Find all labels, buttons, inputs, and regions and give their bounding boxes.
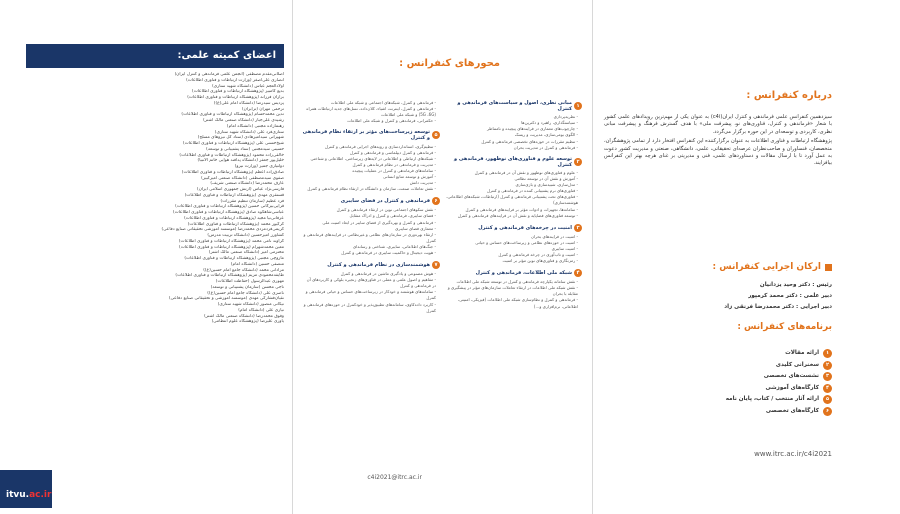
about-panel xyxy=(600,90,892,510)
topic-item: - مفاهیم و اصول علمی و عملی در فناوری‌های زنجیره بلوکی و کاربردهای آن در فرماندهی و کنترل xyxy=(306,277,436,289)
about-paragraph: سیزدهمین کنفرانس علمی فرماندهی و کنترل ایران(c4i) به عنوان یکی از مهم‌ترین رویدادهای علمی کشور با شعار «فرماندهی و کنترل، فناوری‌های نو، پیشرفت ملی» با هدف گسترش فرهنگ و پیشرفت مبانی نظری، کاربردی و توسعه‌ای در این حوزه برگزار می‌گردد. xyxy=(604,114,832,135)
program-label: ارائه مقالات xyxy=(785,350,819,356)
committee-member: صفوی سیدمصطفی (دانشگاه صنعتی امیرکبیر) xyxy=(201,175,284,181)
topic-item: - فرماندهی و کنترل، شبکه‌های اجتماعی و شبکه ملی اطلاعات xyxy=(330,100,436,105)
topic-number-badge: ۷ xyxy=(432,261,440,269)
topic-title: توسعه علوم و فناوری‌های نوظهور، فرماندهی و کنترل xyxy=(454,155,572,168)
topic-item: - نقش سامانه یکپارچه فرماندهی و کنترل در توسعه شبکه ملی اطلاعات xyxy=(456,279,578,285)
program-number-badge: ۱ xyxy=(823,349,832,358)
committee-member: یاوری علیرضا (پژوهشگاه علوم انتظامی) xyxy=(211,319,284,325)
committee-member: تدین محمدحسام (پژوهشگاه ارتباطات و فناوری اطلاعات) xyxy=(181,112,284,118)
topic-item: - مدیریت و فرماندهی در نظام فرماندهی و کنترل xyxy=(352,161,436,167)
about-text xyxy=(604,114,832,170)
topic-number-badge: ۵ xyxy=(432,131,440,139)
fold-line xyxy=(592,0,593,514)
topic-title: مبانی نظری، اصول و سیاست‌های فرماندهی و کنترل xyxy=(457,100,572,113)
logo-main: itvu. xyxy=(6,490,30,500)
committee-member: شیخ‌حسنی علی (پژوهشگاه ارتباطات و فناوری اطلاعات) xyxy=(182,141,284,146)
topic-item: - تنظیم‌گری، استانداردسازی و رویه‌های اجرایی فرماندهی و کنترل xyxy=(324,143,436,149)
logo-bar xyxy=(0,470,52,508)
topic-item: - چارچوب‌های معماری در فرایندهای پیچیده و نامتناظر xyxy=(486,126,578,132)
committee-member: اولادالعجم عباس (دانشگاه شهید ستاری) xyxy=(212,83,284,89)
program-item xyxy=(726,406,832,418)
topic-heading xyxy=(444,224,582,232)
topic-item: - آموزش و نقش آن در توسعه نظامی xyxy=(514,176,578,182)
pillar-item: دبیر اجرایی : دکتر محمدرضا فرنقی زاد xyxy=(724,304,832,310)
pillars-title: ارکان اجرایی کنفرانس : xyxy=(712,262,821,272)
email-address[interactable]: c4i2021@itrc.ac.ir xyxy=(367,474,422,481)
topic-heading xyxy=(302,129,440,141)
committee-member: عارف محمدرضا (دانشگاه صنعتی شریف) xyxy=(210,181,284,187)
topic-item: - امنیت در فرایندهای بحران xyxy=(531,233,578,239)
topic-item: - حکمرانی، فرماندهی و کنترل و شبکه ملی اطلاعات xyxy=(347,118,436,124)
committee-panel xyxy=(26,44,284,502)
topic-item: - فرماندهی و کنترل، اینترنت اشیاء، کلان‌داده، نسل‌های جدید ارتباطات همراه (5G ،6G) و شبکه ملی اطلاعات xyxy=(306,106,436,118)
topic-section xyxy=(302,129,440,192)
committee-member: عرفانی‌نیا مجید (پژوهشگاه ارتباطات و فناوری اطلاعات) xyxy=(184,215,284,221)
committee-member: وفوق محمدرضا (دانشگاه صنعتی مالک اشتر) xyxy=(204,313,284,319)
committee-member: گراوند نامی محمد (پژوهشگاه ارتباطات و فناوری اطلاعات) xyxy=(178,238,284,244)
committee-member: ستاری‌فرد علی (دانشگاه شهید ستاری) xyxy=(214,129,284,135)
topic-heading xyxy=(302,197,440,205)
committee-member: کرگیور محمد (پژوهشگاه ارتباطات و فناوری اطلاعات) xyxy=(187,221,284,227)
program-label: ارائه آثار منتخب / کتاب، پایان نامه xyxy=(725,396,819,402)
topic-section xyxy=(444,269,582,309)
committee-member: رهنمازاده مجتبی (دانشگاه امام) xyxy=(226,123,284,129)
pillars-heading xyxy=(713,262,832,272)
committee-member: پردیس سیدرضا (دانشگاه امام علی(ع)) xyxy=(213,100,284,106)
topic-item: - آموزش و توسعه منابع انسانی xyxy=(383,174,436,180)
committee-member: قستقری مهدی (پژوهشگاه ارتباطات و فناوری اطلاعات) xyxy=(184,192,284,198)
committee-member: دولتیاری جمیز (وزارت نیرو) xyxy=(234,164,284,169)
committee-member: مهوری عبدالرسول (حفاظت اطلاعات) xyxy=(215,279,284,284)
topic-section xyxy=(302,261,440,314)
topic-item: - سیاستگذاری، راهبرد و دکترین‌ها xyxy=(521,120,578,126)
program-label: سخنرانی کلیدی xyxy=(775,361,819,368)
committee-member: انصاری علی‌اصغر (وزارت ارتباطات و فناوری اطلاعات) xyxy=(186,77,284,83)
topic-number-badge: ۲ xyxy=(574,158,582,166)
program-item xyxy=(726,383,832,395)
topic-section xyxy=(444,156,582,219)
topic-title: توسعه زیرساخت‌های مؤثر بر ارتقاء نظام فرماندهی و کنترل xyxy=(302,129,430,142)
committee-member: نیکانی منصور (دانشگاه شهید ستاری) xyxy=(217,302,284,307)
committee-member: برازان فرزانه (پژوهشگاه ارتباطات و فناوری اطلاعات) xyxy=(187,95,284,100)
topic-item: - فرماندهی و کنترل و نظام‌سازی شبکه ملی اطلاعات (فیزیکی، امنیتی، اطلاعاتی، نرم‌افزاری و...) xyxy=(457,297,578,309)
topic-item: - فرماندهی و کنترل و بهره‌گیری از فضای سایبر در ابعاد امنیت ملی xyxy=(322,219,436,225)
topics-column-right xyxy=(444,100,582,315)
committee-member: کشاورز امیرحسین (دانشگاه تربیت مدرس) xyxy=(207,233,284,238)
topic-item: - هویت دیجیتال و حاکمیت سایبری در فرماندهی و کنترل xyxy=(341,249,436,255)
topic-title: فرماندهی و کنترل در فضای سایبری xyxy=(340,198,430,205)
program-label: نشست‌های تخصصی xyxy=(763,373,819,379)
topic-number-badge: ۶ xyxy=(432,197,440,205)
committee-member: کریمی‌فرد‌مردی محمدرضا (موسسه آموزشی تحقیقاتی صنایع دفاعی) xyxy=(161,227,284,233)
committee-member: فارسی‌نژاد عباس (ارتش جمهوری اسلامی ایران) xyxy=(197,187,284,192)
committee-member: محترمی امیر (دانشگاه صنعتی مالک اشتر) xyxy=(208,250,284,256)
topic-item: - سامانه‌های هوشمند و خودکار در زیرساخت‌های حساس و حیاتی فرماندهی و کنترل xyxy=(305,289,436,301)
committee-member: معین محمدشهرام (پژوهشگاه ارتباطات و فناوری اطلاعات) xyxy=(179,244,284,250)
topic-item: - فرماندهی و کنترل در مدیریت بحران xyxy=(513,144,578,150)
topic-item: - فناوری‌های نرم پشتیبانی کننده در فرماندهی و کنترل xyxy=(487,188,578,194)
topic-section xyxy=(444,100,582,151)
fold-line xyxy=(292,0,293,514)
topic-item: - نقش تعاملات صنعت، سازمان و دانشگاه در ارتقاء نظام فرماندهی و کنترل xyxy=(307,186,436,192)
topic-section xyxy=(302,197,440,256)
committee-member: بدیع کامبیز (پژوهشگاه ارتباطات و فناوری اطلاعات) xyxy=(192,89,284,95)
topic-item: - سامانه‌های فرماندهی و کنترل در عملیات پیچیده xyxy=(352,167,436,173)
committee-member: طایفه‌محمودی مریم (پژوهشگاه ارتباطات و فناوری اطلاعات) xyxy=(175,273,284,279)
topic-item: - علوم و فناوری‌های نوظهور و نقش آن در فرماندهی و کنترل xyxy=(474,169,578,175)
program-item xyxy=(726,371,832,383)
topic-heading xyxy=(444,269,582,277)
topics-panel xyxy=(300,30,590,510)
program-number-badge: ۵ xyxy=(823,395,832,404)
topic-item: - امنیت و تاب‌آوری در چرخه فرماندهی و کنترل xyxy=(498,251,578,257)
topic-item: - فناوری‌های تحت پشتیبانی فرماندهی و کنترل (ارتباطات، شبکه‌های اطلاعاتی، هوشمندسازی) xyxy=(446,194,578,206)
pillars-list xyxy=(724,280,832,313)
topic-item: - شبکه‌های ارتباطی و اطلاعاتی در لایه‌های زیرساختی، اطلاعاتی و شناختی xyxy=(310,155,436,161)
committee-member: اصلانی‌مقدم مصطفی (انجمن علمی فرماندهی و کنترل ایران) xyxy=(174,72,284,77)
topic-item: - تنظیم مقررات در حوزه‌های تخصصی فرماندهی و کنترل xyxy=(481,138,578,144)
committee-member: نقیان‌فشارکی مهدی (موسسه آموزشی و تحقیقاتی صنایع دفاعی) xyxy=(168,296,284,302)
committee-member: خالقی‌راده محمود (پژوهشگاه ارتباطات و فناوری اطلاعات) xyxy=(179,152,284,158)
topic-item: - نقش سکوهای اجتماعی نوین در ارتقاء فرماندهی و کنترل xyxy=(336,207,436,213)
topic-item: - مدیریت دانش xyxy=(409,180,436,186)
committee-members-list xyxy=(26,72,284,325)
topic-title: هوشمندسازی در نظام فرماندهی و کنترل xyxy=(327,262,430,269)
committee-member: منصفی حسین (دانشگاه امام) xyxy=(230,261,284,267)
program-number-badge: ۳ xyxy=(823,372,832,381)
topic-section xyxy=(302,100,440,124)
committee-member: صادق‌زاده اعظم (پژوهشگاه ارتباطات و فناوری اطلاعات) xyxy=(181,169,284,175)
program-label: کارگاه‌های آموزشی xyxy=(765,384,819,391)
committee-member: خلیل‌پور جعفر (دانشگاه پدافند هوایی خاتم الانبیا) xyxy=(197,158,284,164)
topic-item: - مدل‌سازی، شبیه‌سازی و بازی‌سازی xyxy=(515,182,578,188)
topic-item: - امنیت در حوزه‌های نظامی و زیرساخت‌های حساس و حیاتی xyxy=(475,239,578,245)
topic-item: - معماری فضای سایبری xyxy=(395,225,436,231)
pillar-item: رئیس : دکتر وحید یزدانیان xyxy=(759,282,832,288)
about-title: درباره کنفرانس : xyxy=(746,90,832,101)
topic-item: - الگوی بومی‌سازی، مدیریت و ریسک xyxy=(514,132,578,138)
committee-member: قرایی‌بیرگانی حسین (پژوهشگاه ارتباطات و فناوری اطلاعات) xyxy=(175,204,284,210)
program-number-badge: ۴ xyxy=(823,384,832,393)
topic-heading xyxy=(444,156,582,168)
programs-title: برنامه‌های کنفرانس : xyxy=(737,322,832,332)
pillar-item: دبیر علمی : دکتر محمد کرمپور xyxy=(748,293,832,299)
topic-number-badge: ۴ xyxy=(574,269,582,277)
topics-title: محورهای کنفرانس : xyxy=(399,58,500,69)
topic-item: - نقش شبکه ملی اطلاعات در ارتقاء تعاملات سازمان‌های مؤثر در پیشگیری و مقابله با بحران xyxy=(447,285,578,297)
logo-accent: ac.ir xyxy=(29,490,52,500)
topic-item: - هوش مصنوعی و یادگیری ماشین در فرماندهی و کنترل xyxy=(340,271,436,277)
committee-member: رشیدی علی‌جبار (دانشگاه صنعتی مالک اشتر) xyxy=(203,118,284,123)
topic-heading xyxy=(302,261,440,269)
topic-item: - جنگ‌های اطلاعاتی، سایبری، شناختی و رسانه‌ای xyxy=(353,243,436,249)
square-bullet-icon xyxy=(825,264,832,271)
committee-member: مرادانی محمد (دانشگاه جامع امام حسین(ع)) xyxy=(203,267,284,273)
committee-member: ناصری علی (دانشگاه جامع امام حسین(ع)) xyxy=(207,290,284,296)
committee-member: فرد عظیم (سازمان تنظیم مقررات) xyxy=(220,198,284,204)
topic-item: - فضای سایبری، فرماندهی و کنترل و ادراک متقابل xyxy=(349,213,436,219)
topic-title: امنیت در چرخه‌های فرماندهی و کنترل xyxy=(478,224,572,231)
committee-member: مازوچی مجتبی (پژوهشگاه ارتباطات و فناوری اطلاعات) xyxy=(184,256,284,261)
committee-member: ناجی محسن (سازمان پشتیبانی و توسعه) xyxy=(210,284,284,290)
topic-number-badge: ۱ xyxy=(574,102,582,110)
topic-item: - سامانه‌ها، تجهیزات و ادوات مؤثر بر فرایندهای فرماندهی و کنترل xyxy=(465,206,578,212)
committee-member: نیازی علی (دانشگاه امام) xyxy=(238,307,284,313)
committee-title: اعضای کمیته علمی: xyxy=(26,44,284,68)
committee-member: شهپراتی سیدامیرهادی (ستاد کل نیروهای مسلح) xyxy=(197,135,284,141)
programs-list xyxy=(726,348,832,417)
committee-member: حسینی سیدمجتبی (ستاد پشتیبانی و توسعه) xyxy=(206,146,284,152)
topic-item: - امنیت سایبری xyxy=(551,245,578,251)
committee-member: ترحمی مهران (ترابران) xyxy=(241,106,284,112)
topics-column-left xyxy=(302,100,440,319)
topic-item: - کاربرد داده‌کاوی، سامانه‌های تطبیق‌پذیر و خودکنترل در حوزه‌های فرماندهی و کنترل xyxy=(303,301,436,313)
program-number-badge: ۲ xyxy=(823,361,832,370)
topic-section xyxy=(444,224,582,264)
committee-member: عباسی‌شاهکوه صادق (پژوهشگاه ارتباطات و فناوری اطلاعات) xyxy=(173,210,284,215)
program-item xyxy=(726,360,832,372)
topic-item: - توسعه فناوری‌های فضاپایه و نقش آن در فرایندهای فرماندهی و کنترل xyxy=(457,212,578,218)
topic-item: - رمزنگاری و فناوری‌های نوین مؤثر بر امنیت xyxy=(502,258,578,264)
topic-item: - ارتقاء بهره‌وری در سازمان‌های نظامی و غیرنظامی در فرایندهای فرماندهی و کنترل xyxy=(303,231,436,243)
topic-item: - فرماندهی و کنترل دیپلماسی و فرماندهی و کنترل xyxy=(349,149,436,155)
topic-heading xyxy=(444,100,582,112)
about-paragraph: پژوهشگاه ارتباطات و فناوری اطلاعات به عنوان برگزارکننده این کنفرانس افتخار دارد از تمامی پژوهشگران، متخصصان، فنساوران و صاحب‌نظران عرصه‌ای تحقیقاتی، علمی، دانشگاهی، صنعتی و مدیریت کشور دعوت به عمل آورد تا با ارسال مقالات و دستاوردهای علمی، فنی و مدیریتی بر غنای هرچه بهتر این کنفرانس بیافزایند. xyxy=(604,138,832,167)
program-label: کارگاه‌های تخصصی xyxy=(765,407,819,414)
itvu-logo xyxy=(6,490,51,500)
topic-title: شبکه ملی اطلاعات، فرماندهی و کنترل xyxy=(475,270,572,277)
program-item xyxy=(726,394,832,406)
website-link[interactable]: www.itrc.ac.ir/c4i2021 xyxy=(754,450,832,458)
topic-number-badge: ۳ xyxy=(574,224,582,232)
program-item xyxy=(726,348,832,360)
program-number-badge: ۶ xyxy=(823,407,832,416)
topic-item: - نظریه‌پردازی xyxy=(553,114,578,120)
